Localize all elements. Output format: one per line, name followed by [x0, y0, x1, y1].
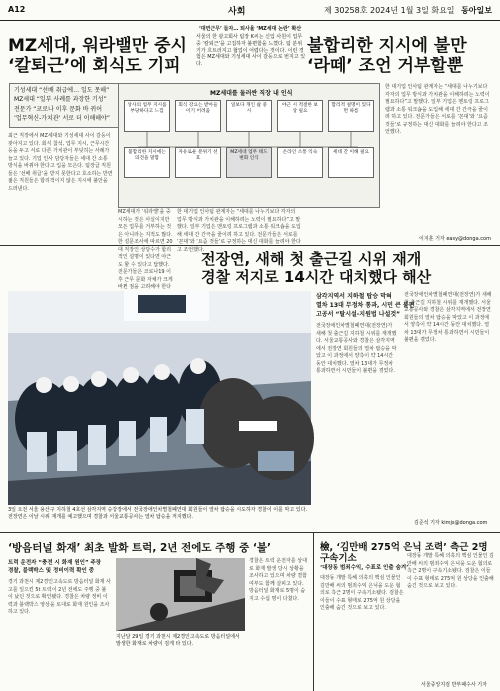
fire-photo	[116, 558, 245, 631]
section-title: 사회	[228, 7, 246, 17]
article3-headline: ‘방음터널 화재’ 최초 발화 트럭, 2년 전에도 주행 중 ‘불’	[8, 542, 272, 554]
article3-subheads: 트럭 운전자 “충전 시 화재 원인” 주장 경찰, 블랙박스 및 정비이력 확인 중	[8, 560, 102, 574]
diagram-node: 상사의 업무 지시를 부당하다고 느낌	[124, 100, 170, 132]
diagram-node: 불합리한 지시에는 의견을 말함	[124, 147, 170, 178]
article4-body-left: 대장동 개발 특혜 의혹의 핵심 인물인 김만배 씨의 범죄수익 은닉을 도운 혐의로 측근 2명이 구속기소됐다. 검찰은 이들이 수표 형태로 275억 원 상당을 인출해 숨긴 것으로 보고 있다.	[320, 575, 404, 611]
diagram-node: MZ세대 업무 태도 변화 인식	[226, 147, 272, 178]
article2-body-right: 전국장애인차별철폐연대(전장연)가 새해 첫 출근길 지하철 시위를 재개했다. 서울교통공사와 경찰은 삼각지역에서 전장연 회원들의 열차 탑승을 막았고 이 과정에서 양측이 약 14시간 동안 대치했다. 열차 13대가 무정차 통과하면서 시민들이 불편을 겪었다.	[404, 292, 492, 343]
article1-body-mid: MZ세대가 ‘워라밸’을 중시하는 것은 사실이지만 모든 업무를 거부하는 것은 아니라는 지적도 많다. 한 설문조사에 따르면 20대 직장인 상당수가 합리적인 설명이 있다면 야근도 할 수 있다고 답했다. 전문가들은 코로나19 이후 근무 문화 자체가 크게 바뀐 점을 고려해야 한다	[118, 209, 173, 290]
article1-body-right: 한 대기업 인사팀 관계자는 “세대를 나누기보다 각자의 업무 방식과 가치관을 이해하려는 노력이 필요하다”고 말했다. 일부 기업은 멘토링 프로그램과 소통 워크숍을 도입해 세대 간 간극을 줄이려 하고 있다. 전문가들은 서로를 ‘꼰대’와 ‘요즘 것들’로 규정하는 대신 대화를 늘려야 한다고 조언했다.	[385, 84, 490, 135]
article4-headline: 檢, ‘김만배 275억 은닉 조력’ 측근 2명 구속기소	[320, 542, 488, 565]
diagram-node: 회식 강요는 받아들이기 어려움	[175, 100, 221, 132]
article4-body-right: 대장동 개발 특혜 의혹의 핵심 인물인 김만배 씨의 범죄수익 은닉을 도운 혐의로 측근 2명이 구속기소됐다. 검찰은 이들이 수표 형태로 275억 원 상당을 인출해 숨긴 것으로 보고 있다.	[407, 553, 494, 589]
article4-subhead: ‘대장동 범죄수익, 수표로 인출 숨겨’	[320, 565, 409, 571]
article1-intro: 서울의 한 광고회사 팀장 K씨는 신입 사원이 업무 중 ‘칼퇴근’을 고집하자 불편함을 느꼈다. 팀 분위기가 흐트러지고 협업이 어렵다는 것이다. 이런 경험은 MZ세대와 기성세대 사이 갈등으로 번지고 있다.	[196, 34, 306, 67]
article1-left-headline: MZ세대, 워라밸만 중시 ‘칼퇴근’에 회식도 기피	[8, 36, 187, 77]
diagram-title: MZ세대를 둘러싼 직장 내 인식	[210, 90, 293, 97]
section-divider	[0, 245, 500, 246]
article1-byline: 이지훈 기자 easy@donga.com	[419, 236, 491, 242]
article1-kicker: ‘대면근무’ 들자… 퇴사율 ‘MZ세대 논란’ 확산	[198, 26, 302, 32]
article3-body-right: 경찰은 트럭 운전자를 상대로 화재 발생 당시 상황을 조사하고 있으며 차량 결함 여부도 함께 살피고 있다. 방음터널 화재로 5명이 숨지고 수십 명이 다쳤다.	[249, 558, 307, 602]
diagram-connectors	[118, 83, 378, 206]
article2-body-left: 전국장애인차별철폐연대(전장연)가 새해 첫 출근길 지하철 시위를 재개했다. 서울교통공사와 경찰은 삼각지역에서 전장연 회원들의 열차 탑승을 막았고 이 과정에서 양측이 약 14시간 동안 대치했다. 열차 13대가 무정차 통과하면서 시민들이 불편을 겪었다.	[316, 323, 397, 374]
diagram-node: 온라인 소통 익숙	[277, 147, 323, 178]
diagram-node: 야근 시 적절한 보상 필요	[277, 100, 323, 132]
photo-scene	[8, 291, 311, 505]
article2-photo-caption: 3일 오전 서울 용산구 지하철 4호선 삼각지역 승강장에서 전국장애인차별철폐연대 회원들이 열차 탑승을 시도하자 경찰이 이를 막고 있다. 전장연은 이날 시위 재개를 예고했으며 경찰과 서울교통공사는 열차 탑승을 저지했다.	[8, 507, 308, 520]
column-divider	[313, 533, 314, 691]
article1-body-left: 최근 직장에서 MZ세대와 기성세대 사이 갈등이 잦아지고 있다. 회식 참석, 업무 지시, 근무시간 등을 두고 서로 다른 가치관이 부딪히는 사례가 늘고 있다. 기업 인사 담당자들은 세대 간 소통 방식을 바꿔야 한다고 입을 모은다. 팀장급 직원들은 ‘선배 취급’을 받지 못한다고 호소하는 반면 젊은 직원들은 합리적이지 않은 지시에 불만을 드러낸다.	[8, 133, 113, 192]
page-number: A12	[8, 5, 26, 14]
fire-scene	[116, 558, 245, 631]
article4-byline: 서울중앙지검 반부패수사 기자	[421, 682, 487, 688]
diagram-node: 합리적 설명이 있다면 따름	[328, 100, 374, 132]
article1-right-headline: 불합리한 지시에 불만 ‘라떼’ 조언 거부할뿐	[307, 36, 467, 77]
diagram-node: 일보다 개인 삶 중시	[226, 100, 272, 132]
article3-body-left: 경기 과천시 제2경인고속도로 방음터널 화재 사고를 일으킨 5t 트럭이 2년 전에도 주행 중 불이 났던 것으로 확인됐다. 경찰은 차량 정비 이력과 블랙박스 영상을 토대로 화재 원인을 조사하고 있다.	[8, 579, 111, 615]
article2-byline: 김준석 기자 kimjs@donga.com	[414, 520, 488, 526]
article2-headline: 전장연, 새해 첫 출근길 시위 재개 경찰 저지로 14시간 대치했다 해산	[201, 250, 432, 286]
diagram-node: 자유로운 분위기 선호	[175, 147, 221, 178]
article1-body-mid-2: 한 대기업 인사팀 관계자는 “세대를 나누기보다 각자의 업무 방식과 가치관을 이해하려는 노력이 필요하다”고 말했다. 일부 기업은 멘토링 프로그램과 소통 워크숍을 도입해 세대 간 간극을 줄이려 하고 있다. 전문가들은 서로를 ‘꼰대’와 ‘요즘 것들’로 규정하는 대신 대화를 늘려야 한다고 조언했다.	[177, 209, 301, 253]
issue-info: 제 30258호 2024년 1월 3일 화요일 동아일보	[324, 6, 492, 15]
diagram-node: 세대 간 이해 필요	[328, 147, 374, 178]
section-divider	[0, 532, 500, 533]
article1-subhead-text: 기성세대 “선배 취급에… 일도 못해” MZ세대 “일부 사례를 과장한 기성” 전문가 “코로나 이후 문화 바 뀌어 ‘업무혁신-가치관’ 서로 더 이해해야”	[14, 87, 110, 122]
article2-subheads: 삼각지역서 지하철 탑승 막혀 열차 13대 무정차 통과, 시민 큰 불편 고공서 “탈시설-지원법 나설것”	[316, 293, 415, 318]
article3-photo-caption: 지난달 29일 경기 과천시 제2경인고속도로 방음터널에서 발생한 화재로 차량이 검게 타 있다.	[116, 634, 240, 647]
protest-photo	[8, 291, 311, 505]
masthead	[0, 0, 500, 21]
